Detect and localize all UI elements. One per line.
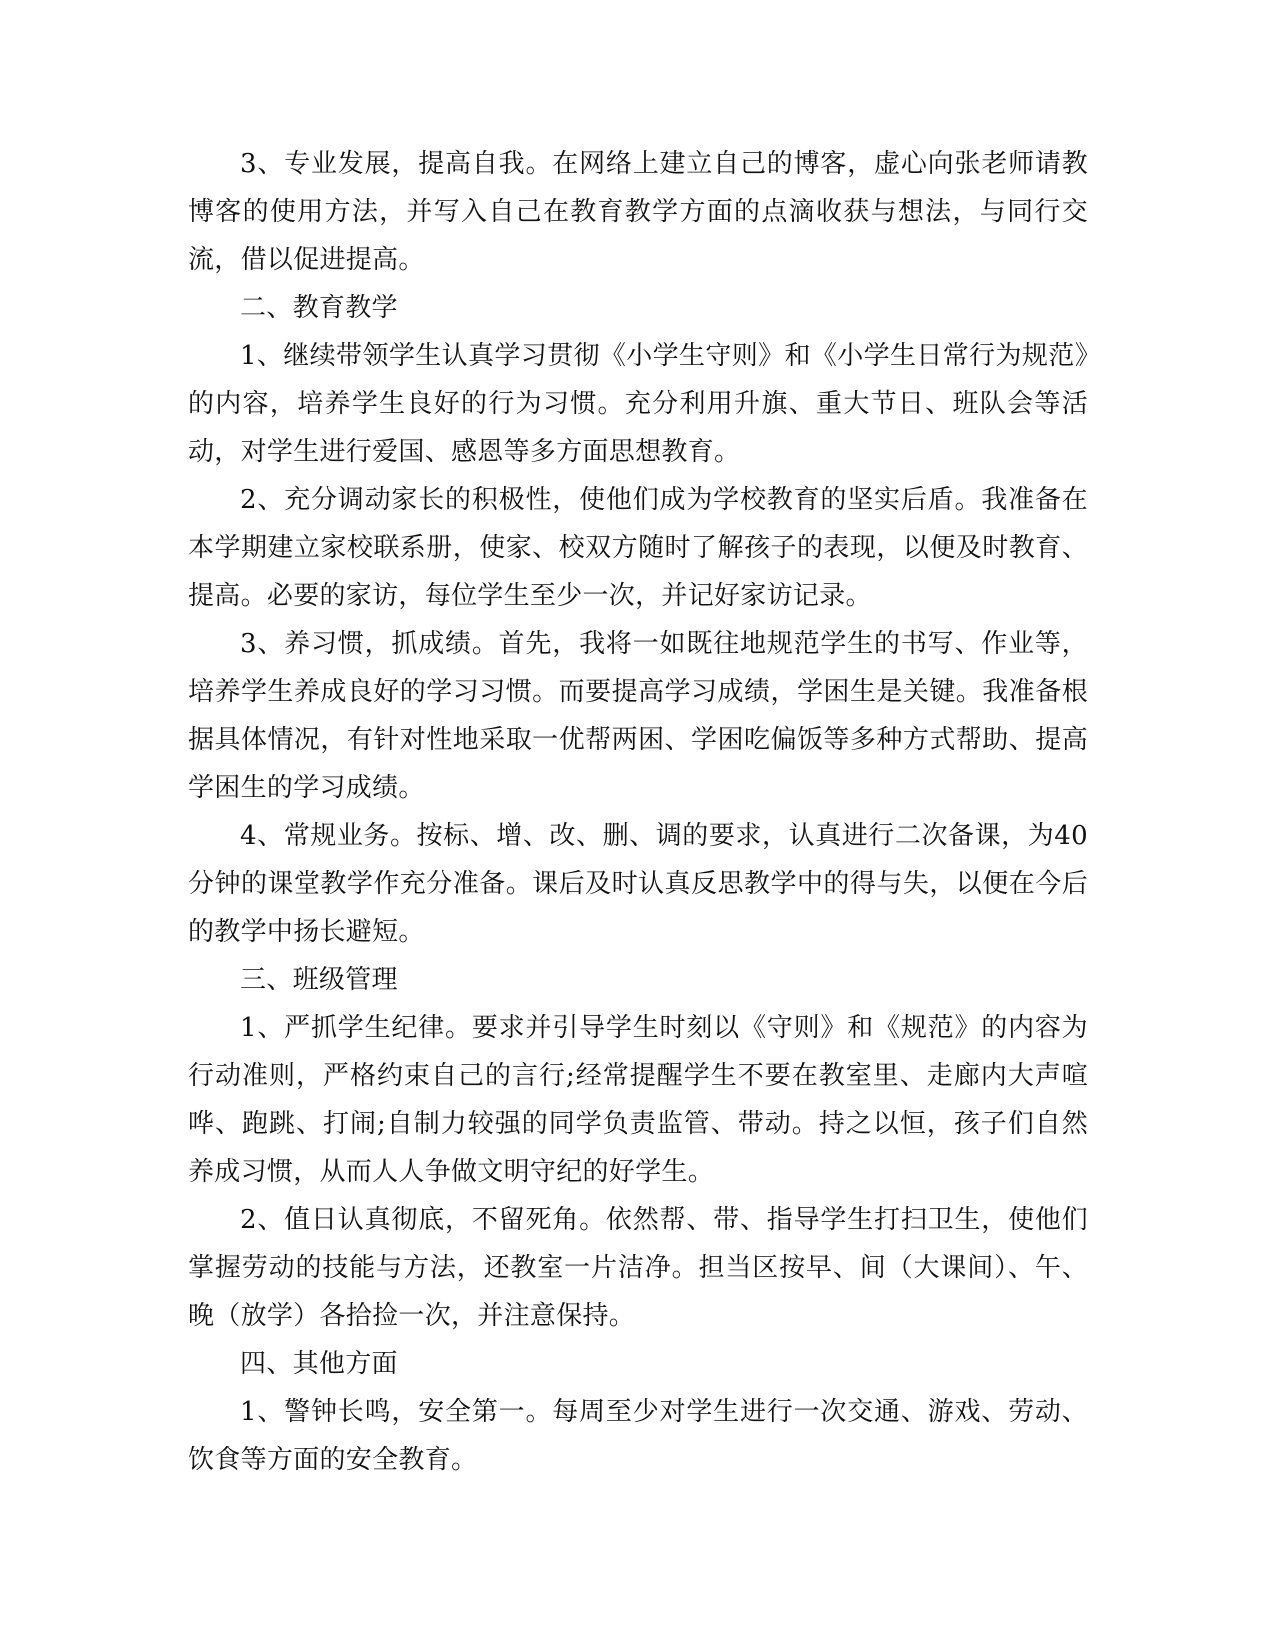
- paragraph-discipline: 1、严抓学生纪律。要求并引导学生时刻以《守则》和《规范》的内容为行动准则，严格约束自己的言行;经常提醒学生不要在教室里、走廊内大声喧哗、跑跳、打闹;自制力较强的同学负责监管、带动。持之以恒，孩子们自然养成习惯，从而人人争做文明守纪的好学生。: [188, 1013, 1088, 1187]
- section-heading-other-aspects: 四、其他方面: [240, 1349, 398, 1379]
- paragraph-professional-development: 3、专业发展，提高自我。在网络上建立自己的博客，虚心向张老师请教博客的使用方法，并写入自己在教育教学方面的点滴收获与想法，与同行交流，借以促进提高。: [188, 149, 1088, 275]
- paragraph-code-of-conduct: 1、继续带领学生认真学习贯彻《小学生守则》和《小学生日常行为规范》的内容，培养学生良好的行为习惯。充分利用升旗、重大节日、班队会等活动，对学生进行爱国、感恩等多方面思想教育。: [188, 341, 1088, 467]
- section-heading-class-management: 三、班级管理: [240, 965, 398, 995]
- document-body: [188, 140, 1088, 1484]
- paragraph-safety: 1、警钟长鸣，安全第一。每周至少对学生进行一次交通、游戏、劳动、饮食等方面的安全教育。: [188, 1397, 1088, 1475]
- paragraph-cleaning-duty: 2、值日认真彻底，不留死角。依然帮、带、指导学生打扫卫生，使他们掌握劳动的技能与方法，还教室一片洁净。担当区按早、间（大课间）、午、晚（放学）各拾捡一次，并注意保持。: [188, 1205, 1088, 1331]
- paragraph-parent-involvement: 2、充分调动家长的积极性，使他们成为学校教育的坚实后盾。我准备在本学期建立家校联系册，使家、校双方随时了解孩子的表现，以便及时教育、提高。必要的家访，每位学生至少一次，并记好家访记录。: [188, 485, 1088, 611]
- paragraph-routine-work: 4、常规业务。按标、增、改、删、调的要求，认真进行二次备课，为40分钟的课堂教学作充分准备。课后及时认真反思教学中的得与失，以便在今后的教学中扬长避短。: [188, 821, 1088, 947]
- section-heading-teaching: 二、教育教学: [240, 293, 398, 323]
- paragraph-study-habits: 3、养习惯，抓成绩。首先，我将一如既往地规范学生的书写、作业等，培养学生养成良好的学习习惯。而要提高学习成绩，学困生是关键。我准备根据具体情况，有针对性地采取一优帮两困、学困吃偏饭等多种方式帮助、提高学困生的学习成绩。: [188, 629, 1088, 803]
